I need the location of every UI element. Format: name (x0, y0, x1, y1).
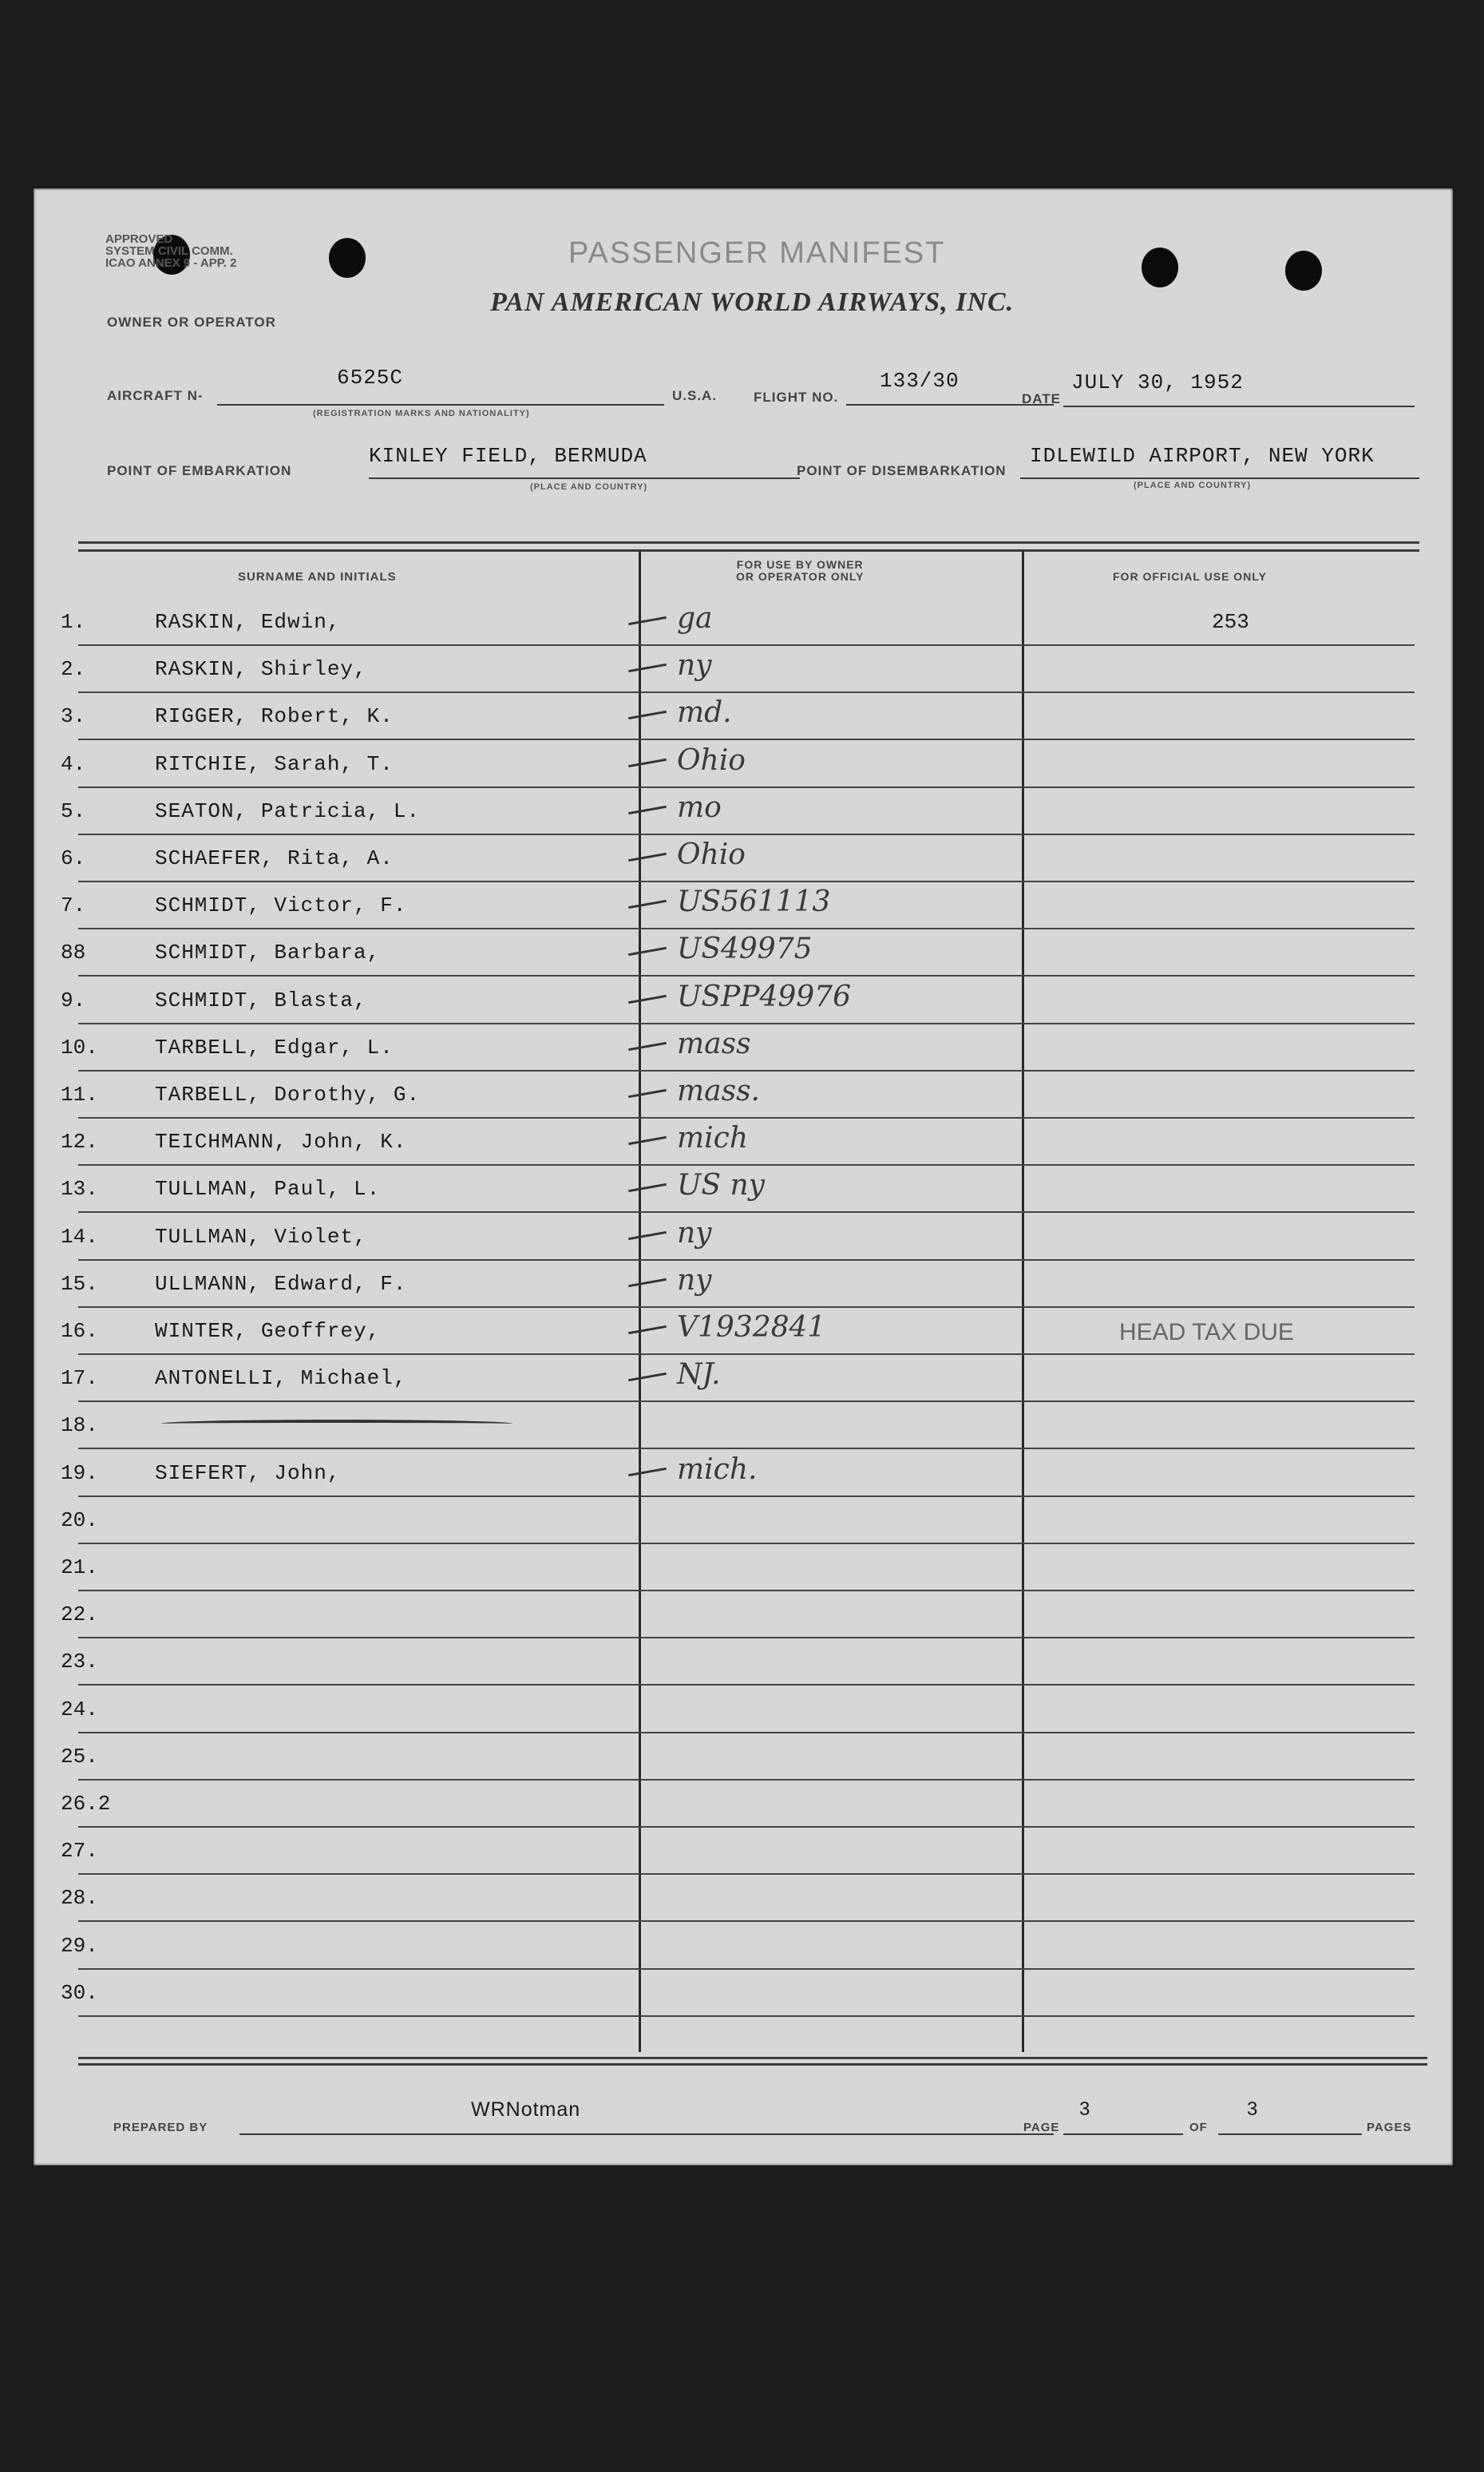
check-mark (628, 1089, 667, 1098)
table-row (34, 1733, 1453, 1781)
table-top-rule (78, 541, 1419, 544)
table-row (34, 1166, 1453, 1213)
manifest-sheet (34, 188, 1453, 2165)
column-header-official: FOR OFFICIAL USE ONLY (1113, 570, 1267, 583)
row-number: 18. (61, 1413, 98, 1438)
table-row (34, 1119, 1453, 1166)
of-value: 3 (1247, 2098, 1259, 2120)
check-mark (628, 806, 667, 814)
approval-line: SYSTEM CIVIL COMM. (105, 244, 233, 258)
row-number: 7. (61, 893, 86, 918)
passenger-name: RITCHIE, Sarah, T. (155, 751, 394, 776)
table-row (34, 1923, 1453, 1970)
passenger-name: ANTONELLI, Michael, (155, 1366, 407, 1391)
page-rule (1063, 2133, 1183, 2135)
check-mark (628, 853, 667, 862)
check-mark (628, 947, 667, 956)
handwritten-note: mich. (677, 1452, 758, 1486)
handwritten-note: Ohio (677, 743, 746, 777)
table-row (34, 1970, 1453, 2017)
check-mark (628, 616, 667, 625)
row-number: 4. (61, 751, 86, 776)
row-number: 21. (61, 1555, 98, 1579)
owner-label: OWNER OR OPERATOR (107, 315, 276, 330)
handwritten-note: ny (677, 649, 712, 683)
row-number: 9. (61, 988, 86, 1012)
row-number: 30. (61, 1980, 98, 2005)
row-number: 19. (61, 1460, 98, 1485)
embark-label: POINT OF EMBARKATION (107, 463, 292, 478)
approval-line: APPROVED (105, 232, 173, 246)
table-row (34, 1781, 1453, 1828)
passenger-name: RASKIN, Edwin, (155, 610, 341, 634)
check-mark (628, 1042, 667, 1051)
prepared-value: WRNotman (471, 2098, 581, 2121)
row-number: 1. (61, 610, 86, 634)
table-row (34, 1402, 1453, 1449)
table-row (34, 1875, 1453, 1922)
handwritten-note: mass (677, 1027, 751, 1060)
handwritten-note: mo (677, 790, 722, 824)
passenger-name: TEICHMANN, John, K. (155, 1130, 407, 1155)
prepared-rule (239, 2133, 1054, 2135)
disembark-rule (1020, 477, 1419, 479)
passenger-name: SCHMIDT, Blasta, (155, 988, 367, 1012)
row-number: 24. (61, 1697, 98, 1721)
prepared-label: PREPARED BY (113, 2121, 208, 2134)
table-row (34, 977, 1453, 1024)
row-number: 13. (61, 1177, 98, 1202)
table-row (34, 1591, 1453, 1638)
disembark-label: POINT OF DISEMBARKATION (797, 463, 1007, 478)
row-number: 29. (61, 1933, 98, 1958)
row-number: 20. (61, 1507, 98, 1532)
check-mark (628, 711, 667, 719)
passenger-name: WINTER, Geoffrey, (155, 1319, 381, 1343)
table-bottom-rule-2 (78, 2063, 1427, 2066)
row-number: 26.2 (61, 1792, 111, 1816)
handwritten-note: US49975 (677, 933, 813, 966)
table-row (34, 1686, 1453, 1733)
check-mark (628, 1467, 667, 1476)
table-row (34, 1261, 1453, 1308)
page-label: PAGE (1023, 2121, 1060, 2134)
check-mark (628, 1325, 667, 1334)
official-note: 253 (1212, 610, 1249, 634)
disembark-sub: (PLACE AND COUNTRY) (1134, 481, 1252, 490)
table-row (34, 882, 1453, 929)
row-number: 10. (61, 1035, 98, 1060)
of-rule (1218, 2133, 1362, 2135)
check-mark (628, 900, 667, 909)
table-row (34, 1450, 1453, 1497)
check-mark (628, 1230, 667, 1239)
row-number: 6. (61, 846, 86, 870)
table-row (34, 693, 1453, 740)
aircraft-value: 6525C (337, 366, 404, 390)
handwritten-note: V1932841 (677, 1311, 826, 1344)
check-mark (628, 994, 667, 1003)
embark-rule (369, 477, 800, 479)
aircraft-label: AIRCRAFT N- (107, 388, 204, 403)
passenger-name: SEATON, Patricia, L. (155, 798, 421, 823)
check-mark (628, 1373, 667, 1381)
check-mark (628, 664, 667, 672)
strike-through (161, 1420, 512, 1428)
passenger-name: SCHMIDT, Victor, F. (155, 893, 407, 918)
punch-hole (1142, 248, 1178, 287)
punch-hole (1285, 251, 1322, 291)
embark-sub: (PLACE AND COUNTRY) (530, 482, 648, 492)
company-name: PAN AMERICAN WORLD AIRWAYS, INC. (490, 287, 1015, 317)
date-value: JULY 30, 1952 (1071, 370, 1244, 394)
check-mark (628, 1183, 667, 1192)
table-row (34, 1638, 1453, 1686)
table-row (34, 835, 1453, 882)
passenger-name: ULLMANN, Edward, F. (155, 1271, 407, 1296)
passenger-name: TARBELL, Edgar, L. (155, 1035, 394, 1060)
table-row (34, 1072, 1453, 1119)
disembark-value: IDLEWILD AIRPORT, NEW YORK (1030, 444, 1375, 468)
usa-label: U.S.A. (672, 388, 718, 403)
date-label: DATE (1022, 391, 1062, 406)
passenger-name: SCHMIDT, Barbara, (155, 941, 381, 965)
row-rule (78, 2015, 1415, 2017)
table-row (34, 1214, 1453, 1261)
row-number: 23. (61, 1650, 98, 1674)
check-mark (628, 1136, 667, 1145)
page-value: 3 (1079, 2098, 1091, 2120)
table-row (34, 741, 1453, 788)
table-row (34, 1828, 1453, 1875)
row-number: 11. (61, 1083, 98, 1107)
handwritten-note: US561113 (677, 885, 831, 919)
passenger-name: RIGGER, Robert, K. (155, 704, 394, 729)
punch-hole (329, 238, 366, 278)
aircraft-rule (217, 404, 664, 406)
date-rule (1063, 406, 1415, 407)
handwritten-note: md. (677, 696, 732, 730)
handwritten-note: mich (677, 1122, 748, 1155)
table-row (34, 1308, 1453, 1355)
column-header-owner: FOR USE BY OWNER OR OPERATOR ONLY (736, 558, 865, 583)
row-number: 28. (61, 1886, 98, 1911)
row-number: 27. (61, 1839, 98, 1864)
embark-value: KINLEY FIELD, BERMUDA (369, 444, 647, 468)
table-top-rule-2 (78, 549, 1419, 552)
page-title: PASSENGER MANIFEST (568, 236, 946, 270)
table-row (34, 646, 1453, 693)
row-number: 2. (61, 657, 86, 682)
row-number: 15. (61, 1271, 98, 1296)
official-note: HEAD TAX DUE (1119, 1319, 1294, 1345)
column-header-surname: SURNAME AND INITIALS (238, 570, 397, 584)
passenger-name: TARBELL, Dorothy, G. (155, 1083, 421, 1107)
table-row (34, 1497, 1453, 1544)
handwritten-note: USPP49976 (677, 980, 851, 1013)
row-number: 22. (61, 1602, 98, 1627)
flight-label: FLIGHT NO. (754, 390, 839, 405)
table-row (34, 599, 1453, 646)
table-row (34, 1024, 1453, 1072)
handwritten-note: mass. (677, 1075, 760, 1107)
passenger-name: TULLMAN, Violet, (155, 1224, 367, 1249)
passenger-name: TULLMAN, Paul, L. (155, 1177, 381, 1202)
pages-label: PAGES (1367, 2121, 1412, 2134)
row-number: 16. (61, 1319, 98, 1343)
row-number: 17. (61, 1366, 98, 1391)
passenger-name: RASKIN, Shirley, (155, 657, 367, 682)
row-number: 25. (61, 1744, 98, 1769)
table-row (34, 788, 1453, 835)
table-row (34, 1355, 1453, 1402)
handwritten-note: ny (677, 1216, 712, 1250)
row-number: 88 (61, 941, 86, 965)
row-number: 3. (61, 704, 86, 729)
table-row (34, 1544, 1453, 1591)
row-number: 12. (61, 1130, 98, 1155)
flight-value: 133/30 (880, 369, 960, 393)
handwritten-note: ny (677, 1263, 712, 1297)
row-number: 5. (61, 798, 86, 823)
table-bottom-rule (78, 2057, 1427, 2059)
handwritten-note: ga (677, 602, 713, 635)
row-number: 14. (61, 1224, 98, 1249)
check-mark (628, 1278, 667, 1287)
handwritten-note: NJ. (677, 1358, 721, 1392)
check-mark (628, 758, 667, 767)
table-row (34, 929, 1453, 977)
aircraft-sub: (REGISTRATION MARKS AND NATIONALITY) (313, 409, 530, 418)
passenger-name: SCHAEFER, Rita, A. (155, 846, 394, 870)
approval-line: ICAO ANNEX 9 - APP. 2 (105, 256, 237, 270)
passenger-name: SIEFERT, John, (155, 1460, 341, 1485)
handwritten-note: US ny (677, 1169, 765, 1202)
handwritten-note: Ohio (677, 838, 746, 871)
of-label: OF (1189, 2121, 1208, 2134)
